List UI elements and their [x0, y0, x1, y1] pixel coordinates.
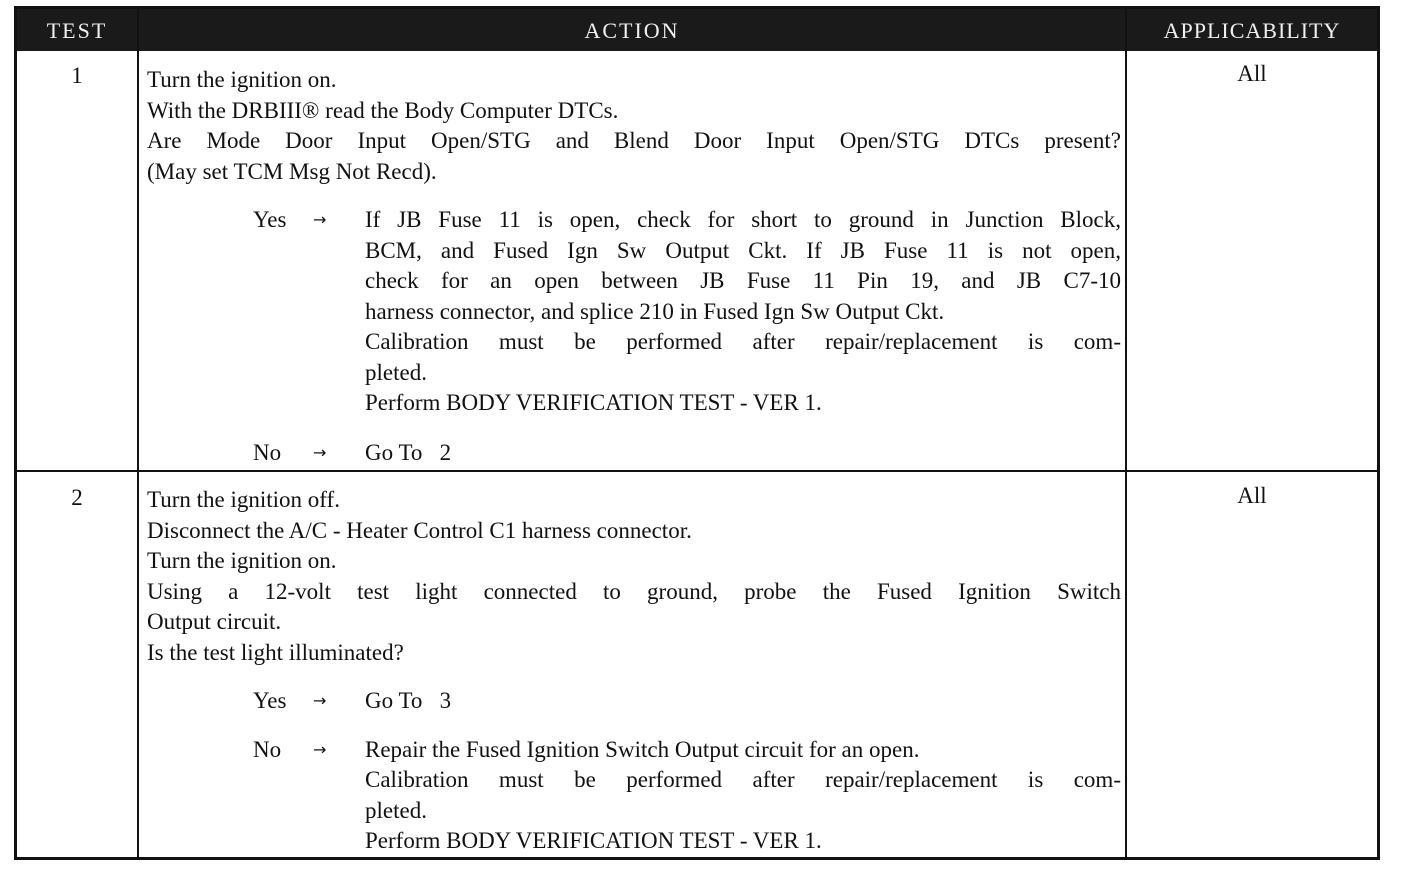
arrow-right-icon: → — [313, 739, 327, 759]
diagnostic-table — [14, 6, 1380, 860]
outcome-result — [365, 438, 1121, 469]
outcome-yes — [253, 686, 1121, 717]
header-test: TEST — [46, 18, 108, 43]
step-text: Turn the ignition on. — [147, 548, 337, 573]
step-text: Is the test light illuminated? — [147, 639, 404, 665]
applicability-value: All — [1237, 61, 1267, 86]
outcome-yes — [253, 205, 1121, 419]
result-line: If JB Fuse 11 is open, check for short to ground in Junction Block, — [365, 207, 1121, 232]
arrow-right-icon: → — [313, 442, 327, 462]
step-text: With the DRBIII® read the Body Computer DTCs. — [147, 97, 619, 123]
result-line: Calibration must be performed after repair/replacement is com- — [365, 329, 1121, 354]
action-cell — [147, 485, 1121, 857]
column-divider — [1125, 9, 1127, 857]
header-applicability: APPLICABILITY — [1163, 18, 1341, 43]
result-line: pleted. — [365, 797, 427, 823]
answer-label: No — [253, 736, 282, 762]
header-action: ACTION — [584, 18, 680, 43]
step-text: Disconnect the A/C - Heater Control C1 harness connector. — [147, 517, 692, 543]
arrow-right-icon: → — [313, 210, 327, 229]
outcome-result — [365, 205, 1121, 419]
outcome-no — [253, 735, 1121, 857]
result-line: Perform BODY VERIFICATION TEST - VER 1. — [365, 828, 822, 853]
result-line: pleted. — [365, 359, 427, 385]
answer-label: Yes — [253, 688, 287, 713]
step-text: Are Mode Door Input Open/STG and Blend Door Input Open/STG DTCs present? — [147, 128, 1121, 153]
step-text: Using a 12-volt test light connected to ground, probe the Fused Ignition Switch — [147, 578, 1121, 604]
result-line: Go To 3 — [365, 688, 452, 713]
result-line: Calibration must be performed after repair/replacement is com- — [365, 767, 1121, 792]
result-line: Repair the Fused Ignition Switch Output circuit for an open. — [365, 736, 920, 762]
arrow-right-icon: → — [313, 691, 327, 710]
column-divider — [137, 9, 139, 857]
result-line: BCM, and Fused Ign Sw Output Ckt. If JB Fuse 11 is not open, — [365, 237, 1121, 263]
action-cell — [147, 65, 1121, 468]
result-line: Perform BODY VERIFICATION TEST - VER 1. — [365, 390, 822, 415]
outcome-result — [365, 735, 1121, 857]
step-text: (May set TCM Msg Not Recd). — [147, 158, 437, 184]
test-number: 2 — [71, 485, 83, 510]
row-divider — [17, 470, 1377, 472]
result-line: Go To 2 — [365, 439, 452, 465]
step-text: Turn the ignition off. — [147, 487, 340, 512]
step-text: Turn the ignition on. — [147, 67, 337, 92]
outcome-no — [253, 438, 1121, 469]
answer-label: No — [253, 439, 282, 465]
result-line: harness connector, and splice 210 in Fused Ign Sw Output Ckt. — [365, 298, 945, 324]
applicability-value: All — [1237, 483, 1267, 508]
step-text: Output circuit. — [147, 609, 282, 634]
table-header — [17, 9, 1377, 51]
result-line: check for an open between JB Fuse 11 Pin 19, and JB C7-10 — [365, 268, 1121, 293]
test-number: 1 — [71, 63, 83, 88]
outcome-result — [365, 686, 1121, 717]
answer-label: Yes — [253, 207, 287, 232]
